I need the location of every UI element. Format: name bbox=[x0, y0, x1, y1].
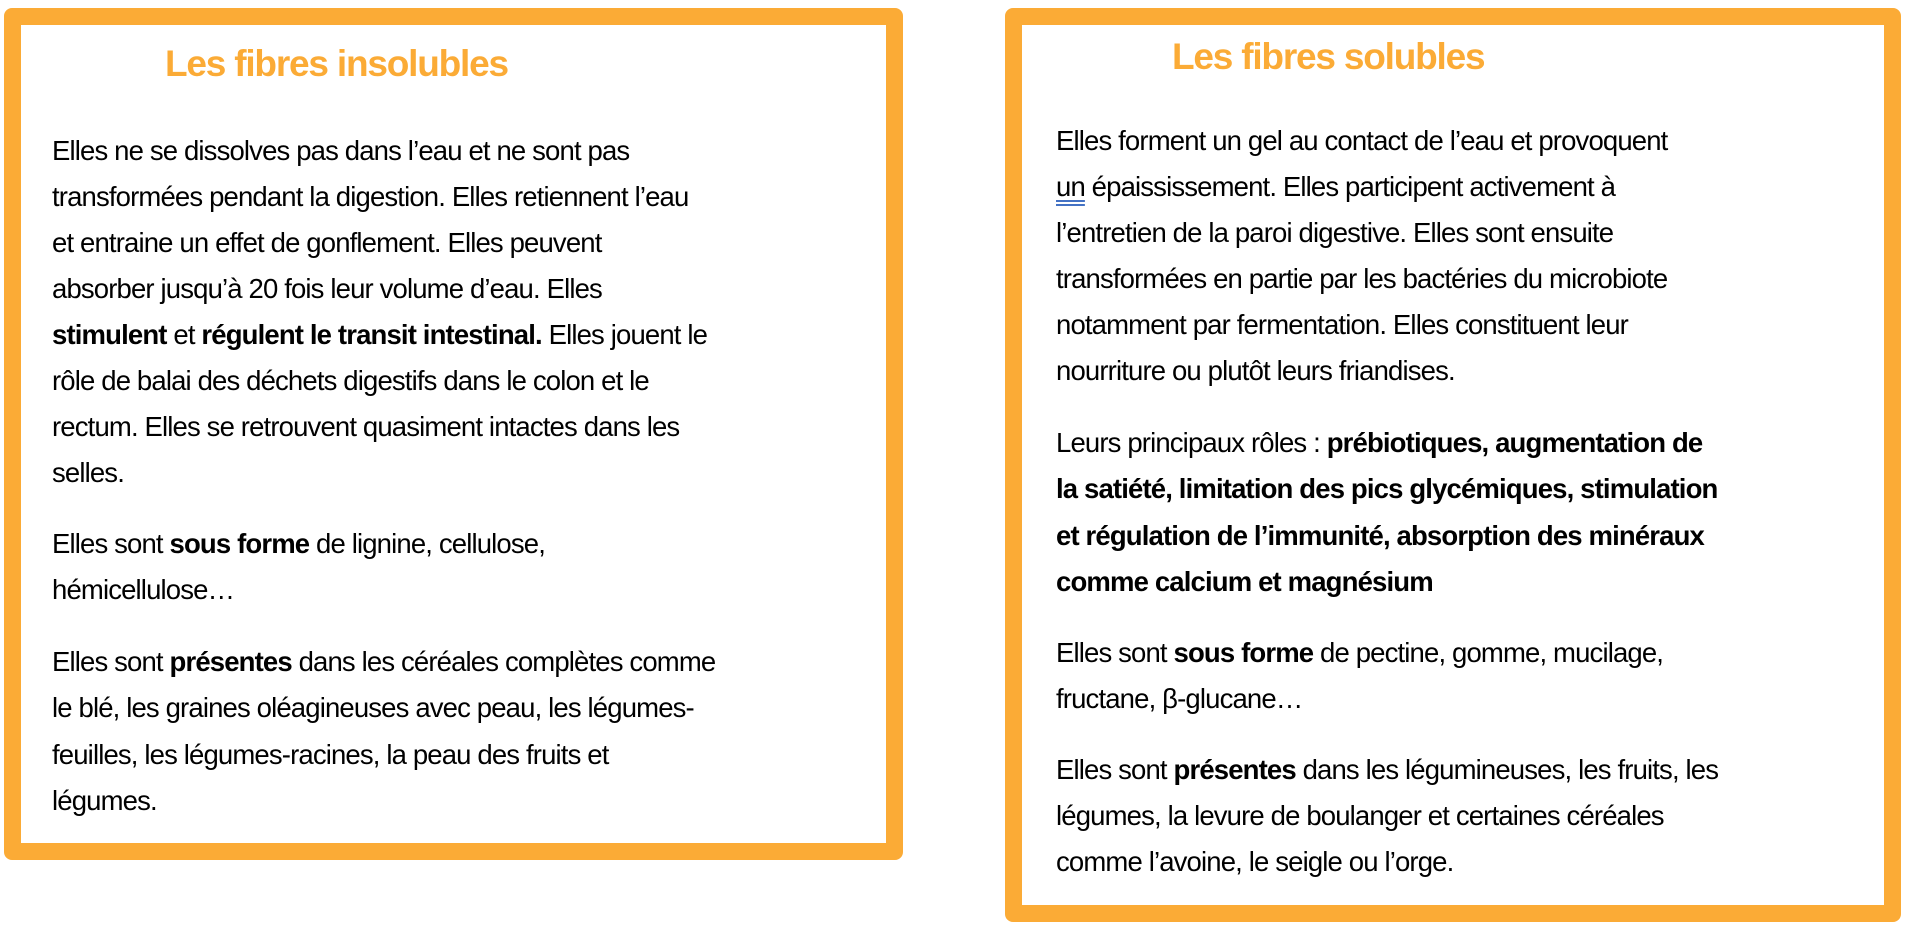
text-line: et entraine un effet de gonflement. Elles peuvent bbox=[52, 227, 602, 258]
text-line: notamment par fermentation. Elles constituent leur bbox=[1056, 309, 1628, 340]
text-line: transformées pendant la digestion. Elles retiennent l’eau bbox=[52, 181, 689, 212]
soluble-fibers-title: Les fibres solubles bbox=[1172, 36, 1485, 77]
grammar-underline-word: un bbox=[1056, 171, 1085, 202]
text-line: comme l’avoine, le seigle ou l’orge. bbox=[1056, 846, 1454, 877]
text-line: Elles sont sous forme de pectine, gomme, mucilage, bbox=[1056, 637, 1664, 668]
text-line: stimulent et régulent le transit intestinal. Elles jouent le bbox=[52, 319, 708, 350]
text-line: Elles sont sous forme de lignine, cellulose, bbox=[52, 528, 546, 559]
text-line: Elles forment un gel au contact de l’eau et provoquent bbox=[1056, 125, 1668, 156]
text-line: nourriture ou plutôt leurs friandises. bbox=[1056, 355, 1455, 386]
text-line: selles. bbox=[52, 457, 124, 488]
text-line: absorber jusqu’à 20 fois leur volume d’eau. Elles bbox=[52, 273, 602, 304]
insoluble-fibers-title: Les fibres insolubles bbox=[165, 43, 508, 84]
text-line: légumes. bbox=[52, 785, 157, 816]
text-line: comme calcium et magnésium bbox=[1056, 566, 1433, 597]
text-line: feuilles, les légumes-racines, la peau des fruits et bbox=[52, 739, 609, 770]
text-line: légumes, la levure de boulanger et certaines céréales bbox=[1056, 800, 1664, 831]
text-line: le blé, les graines oléagineuses avec peau, les légumes- bbox=[52, 692, 694, 723]
text-line: et régulation de l’immunité, absorption des minéraux bbox=[1056, 520, 1705, 551]
text-line: un épaississement. Elles participent activement à bbox=[1056, 171, 1616, 202]
text-line: Elles ne se dissolves pas dans l’eau et ne sont pas bbox=[52, 135, 630, 166]
text-line: transformées en partie par les bactéries du microbiote bbox=[1056, 263, 1668, 294]
text-line: rectum. Elles se retrouvent quasiment intactes dans les bbox=[52, 411, 680, 442]
text-line: Leurs principaux rôles : prébiotiques, augmentation de bbox=[1056, 427, 1703, 458]
text-line: hémicellulose… bbox=[52, 574, 235, 605]
text-line: Elles sont présentes dans les céréales complètes comme bbox=[52, 646, 716, 677]
text-line: la satiété, limitation des pics glycémiques, stimulation bbox=[1056, 473, 1718, 504]
text-line: fructane, β-glucane… bbox=[1056, 683, 1303, 714]
text-line: l’entretien de la paroi digestive. Elles sont ensuite bbox=[1056, 217, 1614, 248]
text-line: rôle de balai des déchets digestifs dans le colon et le bbox=[52, 365, 649, 396]
text-line: Elles sont présentes dans les légumineuses, les fruits, les bbox=[1056, 754, 1719, 785]
